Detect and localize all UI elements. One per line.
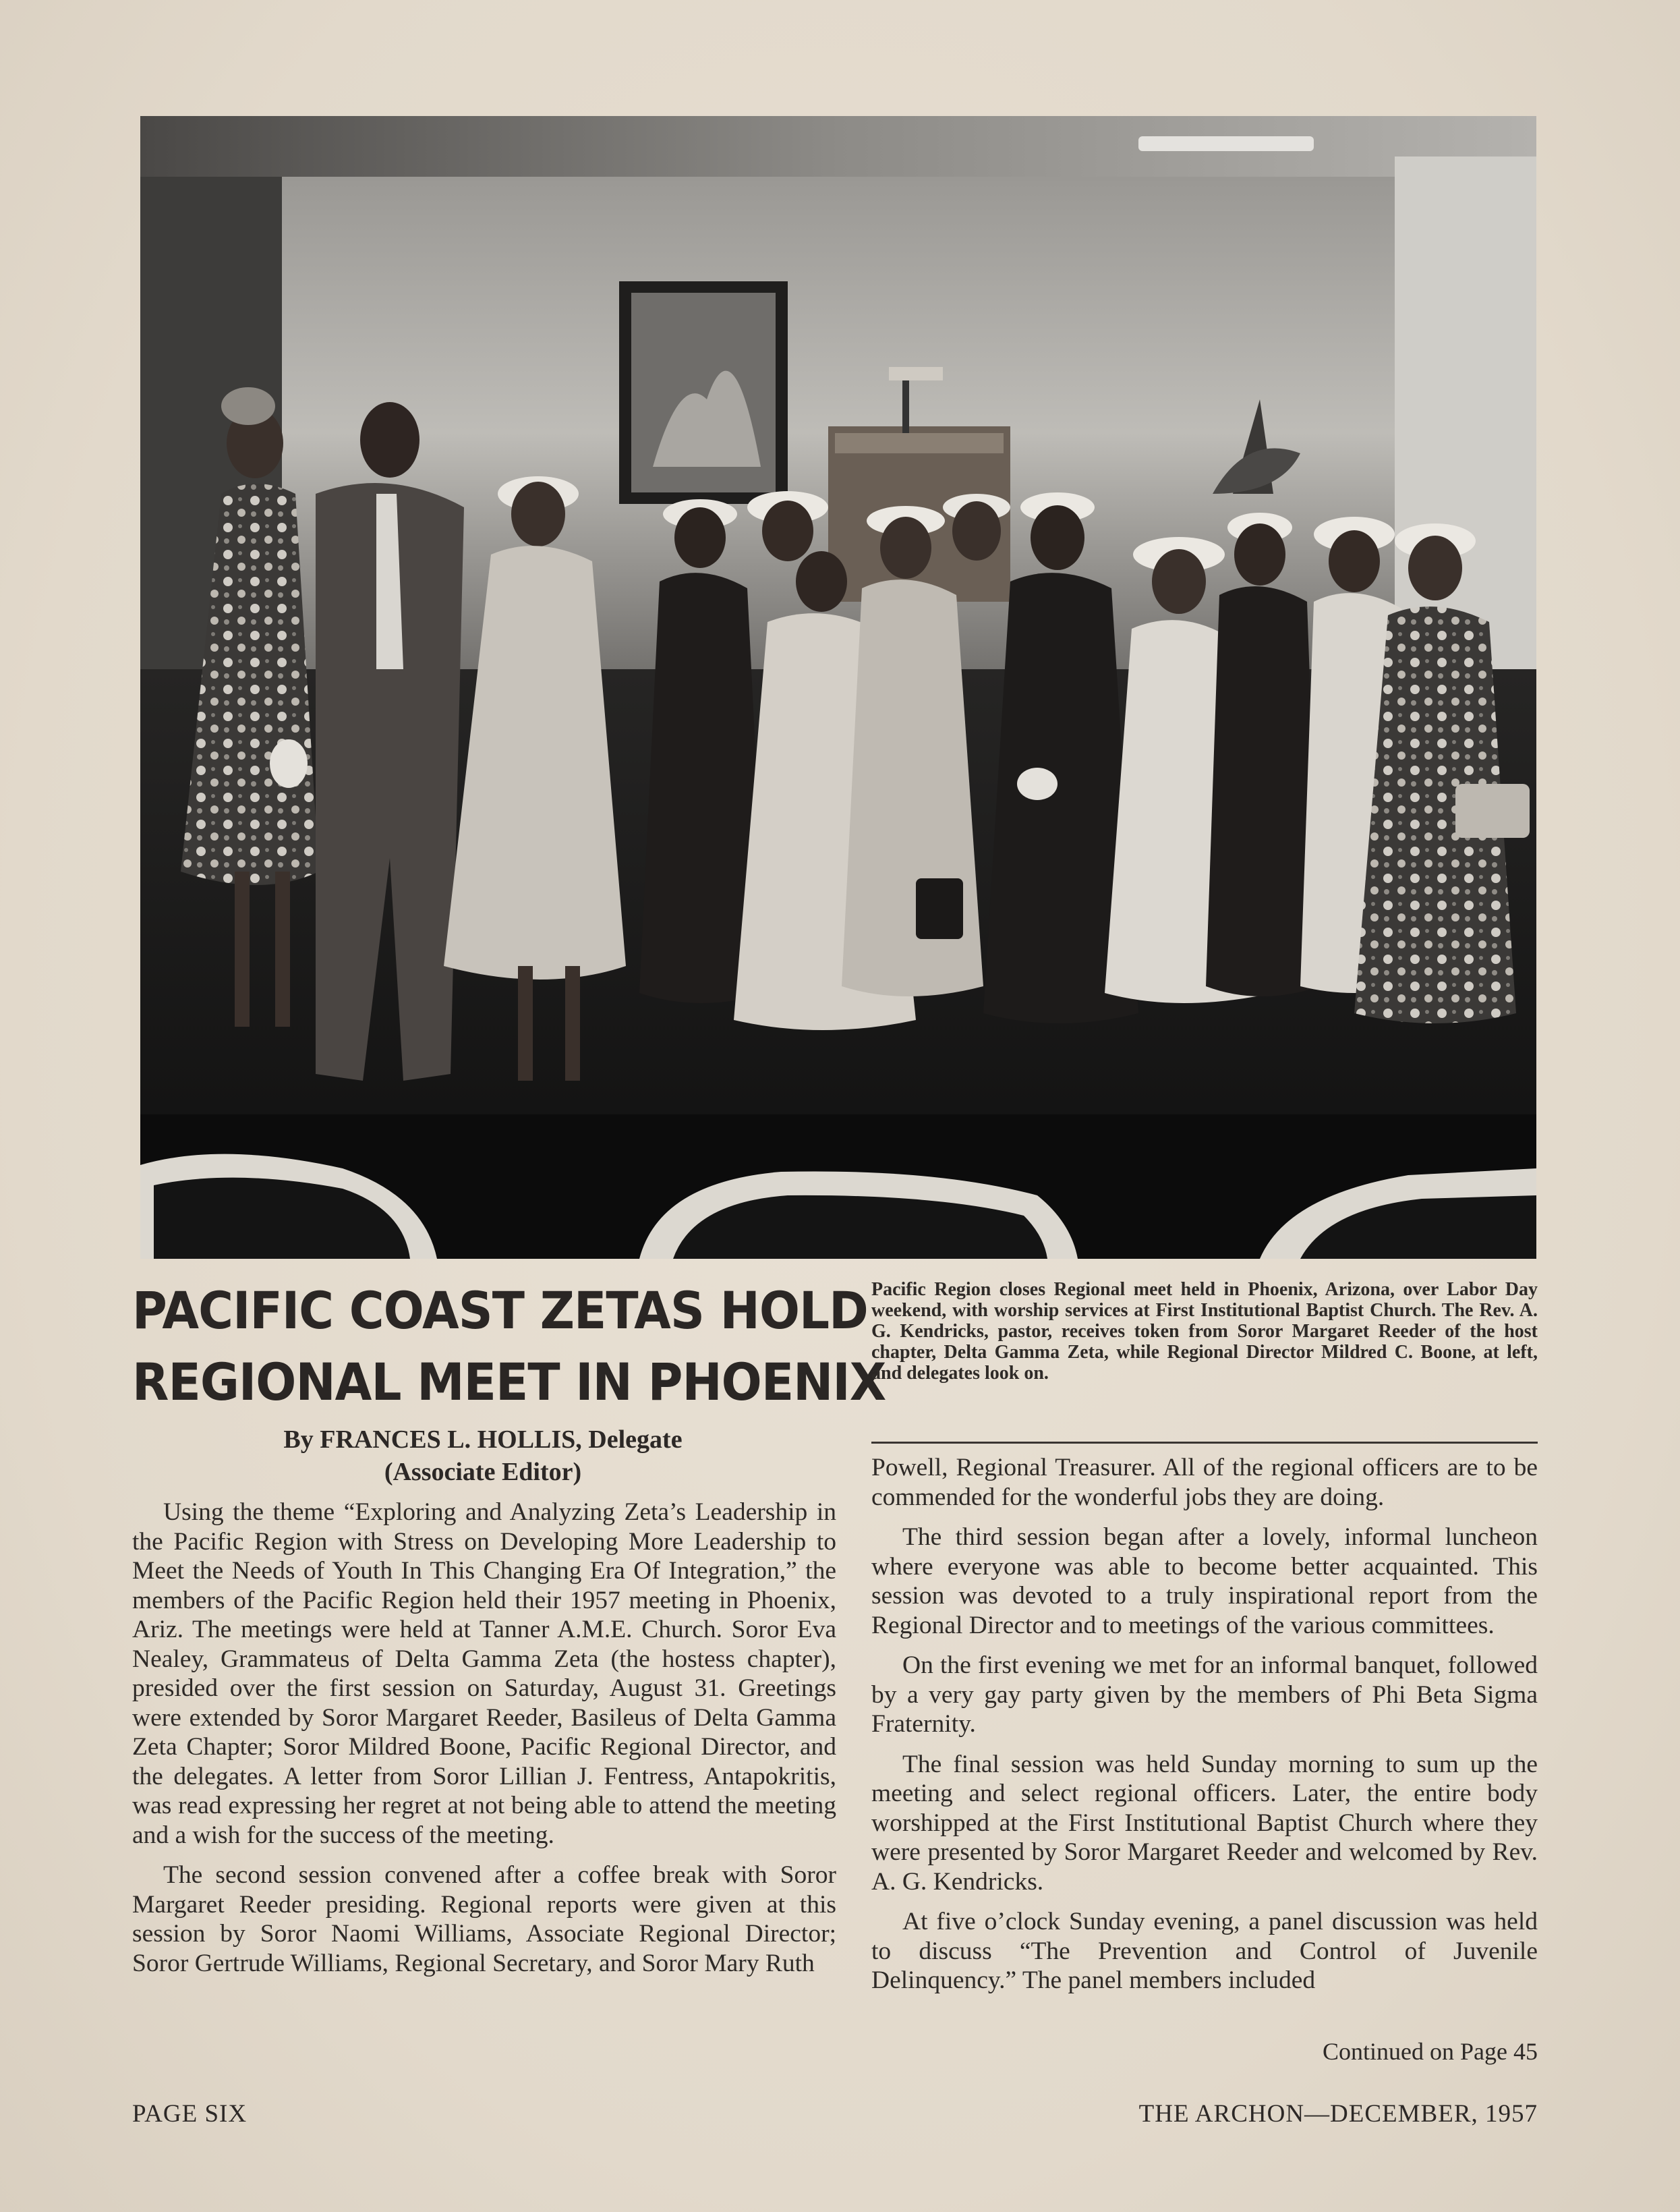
headline-line-2: REGIONAL MEET IN PHOENIX — [132, 1352, 886, 1412]
paragraph: The third session began after a lovely, informal luncheon where everyone was able to become better acquainted. This session was devoted to a truly inspirational report from the Regional Director and to meetings of the various committees. — [871, 1523, 1538, 1639]
headline — [132, 1275, 886, 1418]
photo-scene — [140, 116, 1536, 1259]
group-photo — [140, 116, 1536, 1259]
publication-footer: THE ARCHON—DECEMBER, 1957 — [1138, 2100, 1538, 2128]
paragraph: On the first evening we met for an informal banquet, followed by a very gay party given by the members of Phi Beta Sigma Fraternity. — [871, 1651, 1538, 1738]
byline-role: (Associate Editor) — [384, 1458, 582, 1486]
page-number: PAGE SIX — [132, 2100, 248, 2128]
byline-author: By FRANCES L. HOLLIS, Delegate — [283, 1425, 683, 1454]
headline-line-1: PACIFIC COAST ZETAS HOLD — [132, 1280, 868, 1340]
paragraph: At five o’clock Sunday evening, a panel discussion was held to discuss “The Prevention and Control of Juvenile Delinquency.” The panel members included — [871, 1908, 1538, 1994]
continued-note: Continued on Page 45 — [1323, 2038, 1538, 2065]
byline — [132, 1423, 834, 1488]
paragraph: The second session convened after a coffee break with Soror Margaret Reeder presiding. Regional reports were given at this session by Soror Naomi Williams, Associate Regional Director; Soror Gertrude Williams, Regional Secretary, and Soror Mary Ruth — [132, 1861, 836, 1977]
article-column-right — [871, 1453, 1538, 2006]
paragraph-continuation: Powell, Regional Treasurer. All of the regional officers are to be commended for the wonderful jobs they are doing. — [871, 1454, 1538, 1511]
caption-divider — [871, 1442, 1538, 1444]
paragraph: The final session was held Sunday morning to sum up the meeting and select regional officers. Later, the entire body worshipped at the First Institutional Baptist Church where they were presented by Soror Margaret Reeder and welcomed by Rev. A. G. Kendricks. — [871, 1750, 1538, 1896]
article-column-left — [132, 1498, 836, 1989]
paragraph: Using the theme “Exploring and Analyzing Zeta’s Leadership in the Pacific Region with Stress on Developing More Leadership to Meet the Needs of Youth In This Changing Era Of Integration,” the members of the Pacific Region held their 1957 meeting in Phoenix, Ariz. The meetings were held at Tanner A.M.E. Church. Soror Eva Nealey, Grammateus of Delta Gamma Zeta (the hostess chapter), presided over the first session on Saturday, August 31. Greetings were extended by Soror Margaret Reeder, Basileus of Delta Gamma Zeta Chapter; Soror Mildred Boone, Pacific Regional Director, and the delegates. A letter from Soror Lillian J. Fentress, Antapokritis, was read expressing her regret at not being able to attend the meeting and a wish for the success of the meeting. — [132, 1498, 836, 1849]
photo-caption: Pacific Region closes Regional meet held in Phoenix, Arizona, over Labor Day weekend, with worship services at First Institutional Baptist Church. The Rev. A. G. Kendricks, pastor, receives token from Soror Margaret Reeder of the host chapter, Delta Gamma Zeta, while Regional Director Mildred C. Boone, at left, and delegates look on. — [871, 1279, 1538, 1384]
